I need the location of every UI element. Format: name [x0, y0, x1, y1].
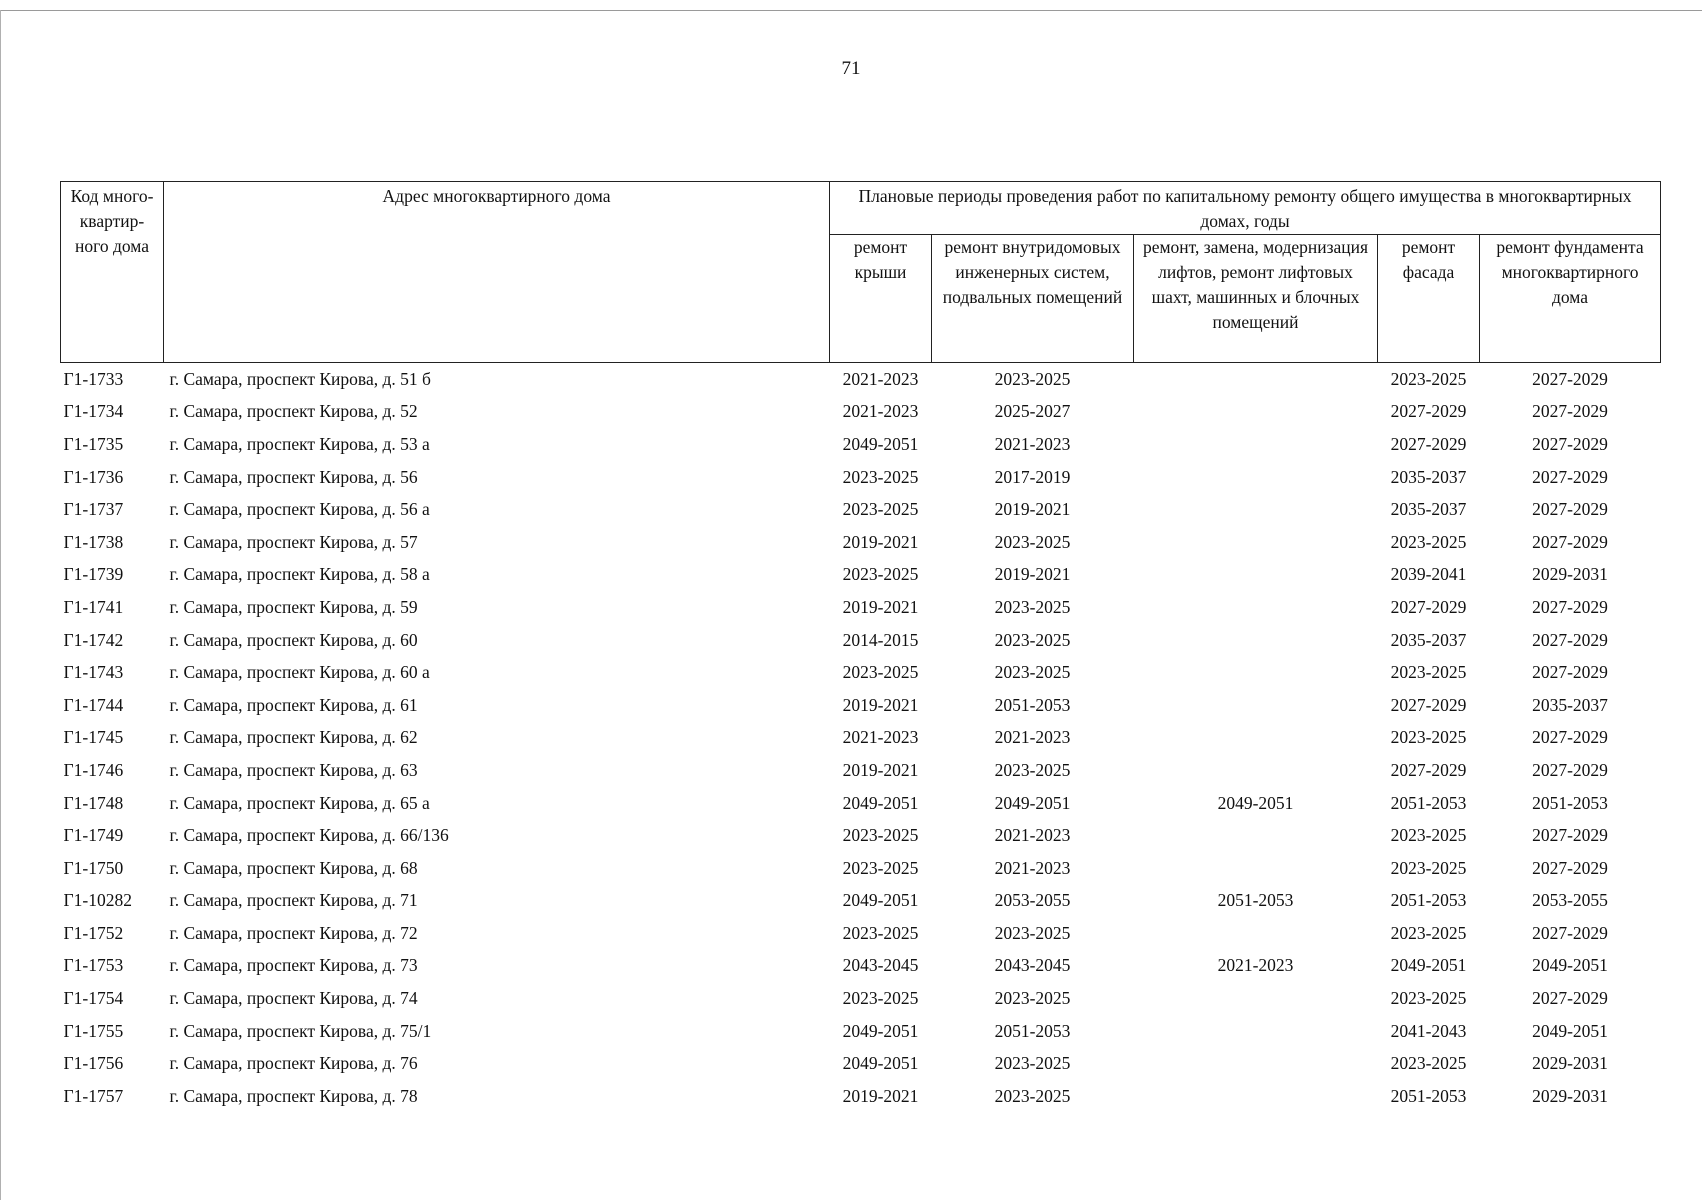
foundation-period-cell: 2027-2029 — [1532, 368, 1608, 389]
address-cell: г. Самара, проспект Кирова, д. 66/136 — [169, 825, 449, 846]
engineering-period-cell: 2023-2025 — [994, 1085, 1071, 1106]
engineering-period-cell: 2043-2045 — [994, 955, 1071, 976]
code-cell: Г1-1754 — [63, 988, 124, 1009]
facade-period-cell: 2035-2037 — [1390, 629, 1467, 650]
engineering-period-cell: 2023-2025 — [994, 988, 1071, 1009]
facade-period-cell: 2049-2051 — [1390, 955, 1467, 976]
elevators-period-cell — [1134, 624, 1378, 657]
roof-period-cell: 2023-2025 — [842, 857, 919, 878]
table-row — [61, 1080, 1661, 1113]
engineering-period-cell: 2021-2023 — [994, 825, 1071, 846]
address-cell: г. Самара, проспект Кирова, д. 56 — [169, 466, 418, 487]
code-cell: Г1-1756 — [63, 1053, 124, 1074]
code-cell: Г1-1750 — [63, 857, 124, 878]
foundation-period-cell: 2027-2029 — [1532, 727, 1608, 748]
roof-period-cell: 2021-2023 — [842, 368, 919, 389]
scan-edge-top — [0, 10, 1702, 11]
address-cell: г. Самара, проспект Кирова, д. 78 — [169, 1085, 418, 1106]
code-cell: Г1-1735 — [63, 433, 124, 454]
table-body — [61, 363, 1661, 1113]
address-cell: г. Самара, проспект Кирова, д. 63 — [169, 759, 418, 780]
elevators-period-cell — [1134, 656, 1378, 689]
address-cell: г. Самара, проспект Кирова, д. 51 б — [169, 368, 431, 389]
facade-period-cell: 2023-2025 — [1390, 531, 1467, 552]
roof-period-cell: 2019-2021 — [842, 694, 919, 715]
elevators-period-cell: 2051-2053 — [1217, 890, 1294, 911]
elevators-period-cell — [1134, 1080, 1378, 1113]
foundation-period-cell: 2049-2051 — [1532, 1020, 1608, 1041]
table-row — [61, 950, 1661, 983]
header-address: Адрес многоквартирного дома — [164, 182, 830, 363]
facade-period-cell: 2023-2025 — [1390, 988, 1467, 1009]
roof-period-cell: 2019-2021 — [842, 759, 919, 780]
roof-period-cell: 2019-2021 — [842, 1085, 919, 1106]
table-row — [61, 656, 1661, 689]
engineering-period-cell: 2017-2019 — [994, 466, 1071, 487]
foundation-period-cell: 2027-2029 — [1532, 662, 1608, 683]
elevators-period-cell — [1134, 917, 1378, 950]
foundation-period-cell: 2049-2051 — [1532, 955, 1608, 976]
header-engineering: ремонт внутридомовых инженерных систем, подвальных помещений — [932, 235, 1134, 363]
engineering-period-cell: 2023-2025 — [994, 629, 1071, 650]
foundation-period-cell: 2027-2029 — [1532, 531, 1608, 552]
foundation-period-cell: 2027-2029 — [1532, 857, 1608, 878]
roof-period-cell: 2023-2025 — [842, 922, 919, 943]
roof-period-cell: 2023-2025 — [842, 988, 919, 1009]
engineering-period-cell: 2023-2025 — [994, 1053, 1071, 1074]
engineering-period-cell: 2025-2027 — [994, 401, 1071, 422]
code-cell: Г1-1755 — [63, 1020, 124, 1041]
elevators-period-cell — [1134, 754, 1378, 787]
address-cell: г. Самара, проспект Кирова, д. 60 а — [169, 662, 430, 683]
table-row — [61, 396, 1661, 429]
foundation-period-cell: 2027-2029 — [1532, 401, 1608, 422]
foundation-period-cell: 2027-2029 — [1532, 629, 1608, 650]
facade-period-cell: 2051-2053 — [1390, 792, 1467, 813]
table-row — [61, 591, 1661, 624]
roof-period-cell: 2014-2015 — [842, 629, 919, 650]
elevators-period-cell — [1134, 363, 1378, 396]
roof-period-cell: 2023-2025 — [842, 662, 919, 683]
address-cell: г. Самара, проспект Кирова, д. 72 — [169, 922, 418, 943]
roof-period-cell: 2019-2021 — [842, 596, 919, 617]
code-cell: Г1-1743 — [63, 662, 124, 683]
table-row — [61, 559, 1661, 592]
address-cell: г. Самара, проспект Кирова, д. 71 — [169, 890, 418, 911]
engineering-period-cell: 2023-2025 — [994, 922, 1071, 943]
table-row — [61, 493, 1661, 526]
code-cell: Г1-1737 — [63, 499, 124, 520]
page-number: 71 — [841, 58, 861, 79]
elevators-period-cell — [1134, 591, 1378, 624]
code-cell: Г1-1741 — [63, 596, 124, 617]
engineering-period-cell: 2023-2025 — [994, 596, 1071, 617]
engineering-period-cell: 2023-2025 — [994, 662, 1071, 683]
header-roof: ремонт крыши — [830, 235, 932, 363]
table-row — [61, 428, 1661, 461]
foundation-period-cell: 2027-2029 — [1532, 825, 1608, 846]
engineering-period-cell: 2051-2053 — [994, 694, 1071, 715]
foundation-period-cell: 2027-2029 — [1532, 466, 1608, 487]
table-row — [61, 1015, 1661, 1048]
elevators-period-cell: 2049-2051 — [1217, 792, 1294, 813]
roof-period-cell: 2023-2025 — [842, 466, 919, 487]
address-cell: г. Самара, проспект Кирова, д. 74 — [169, 988, 418, 1009]
table-row — [61, 1047, 1661, 1080]
roof-period-cell: 2043-2045 — [842, 955, 919, 976]
facade-period-cell: 2023-2025 — [1390, 922, 1467, 943]
roof-period-cell: 2023-2025 — [842, 564, 919, 585]
facade-period-cell: 2023-2025 — [1390, 1053, 1467, 1074]
code-cell: Г1-1753 — [63, 955, 124, 976]
roof-period-cell: 2049-2051 — [842, 1053, 919, 1074]
address-cell: г. Самара, проспект Кирова, д. 60 — [169, 629, 418, 650]
elevators-period-cell — [1134, 428, 1378, 461]
table-row — [61, 819, 1661, 852]
address-cell: г. Самара, проспект Кирова, д. 62 — [169, 727, 418, 748]
engineering-period-cell: 2021-2023 — [994, 727, 1071, 748]
engineering-period-cell: 2019-2021 — [994, 499, 1071, 520]
code-cell: Г1-1752 — [63, 922, 124, 943]
elevators-period-cell: 2021-2023 — [1217, 955, 1294, 976]
elevators-period-cell — [1134, 852, 1378, 885]
table-row — [61, 689, 1661, 722]
elevators-period-cell — [1134, 461, 1378, 494]
table-row — [61, 526, 1661, 559]
foundation-period-cell: 2053-2055 — [1532, 890, 1608, 911]
foundation-period-cell: 2027-2029 — [1532, 596, 1608, 617]
table-row — [61, 363, 1661, 396]
engineering-period-cell: 2019-2021 — [994, 564, 1071, 585]
foundation-period-cell: 2029-2031 — [1532, 564, 1608, 585]
facade-period-cell: 2023-2025 — [1390, 727, 1467, 748]
elevators-period-cell — [1134, 689, 1378, 722]
code-cell: Г1-1749 — [63, 825, 124, 846]
address-cell: г. Самара, проспект Кирова, д. 57 — [169, 531, 418, 552]
facade-period-cell: 2027-2029 — [1390, 401, 1467, 422]
engineering-period-cell: 2049-2051 — [994, 792, 1071, 813]
foundation-period-cell: 2027-2029 — [1532, 499, 1608, 520]
facade-period-cell: 2039-2041 — [1390, 564, 1467, 585]
address-cell: г. Самара, проспект Кирова, д. 65 а — [169, 792, 430, 813]
facade-period-cell: 2027-2029 — [1390, 596, 1467, 617]
code-cell: Г1-1745 — [63, 727, 124, 748]
foundation-period-cell: 2027-2029 — [1532, 433, 1608, 454]
foundation-period-cell: 2029-2031 — [1532, 1053, 1608, 1074]
engineering-period-cell: 2053-2055 — [994, 890, 1071, 911]
code-cell: Г1-1736 — [63, 466, 124, 487]
table-row — [61, 624, 1661, 657]
code-cell: Г1-1746 — [63, 759, 124, 780]
address-cell: г. Самара, проспект Кирова, д. 73 — [169, 955, 418, 976]
address-cell: г. Самара, проспект Кирова, д. 61 — [169, 694, 418, 715]
address-cell: г. Самара, проспект Кирова, д. 76 — [169, 1053, 418, 1074]
scan-edge-left — [0, 10, 1, 1200]
roof-period-cell: 2049-2051 — [842, 1020, 919, 1041]
table-row — [61, 461, 1661, 494]
table-row — [61, 917, 1661, 950]
engineering-period-cell: 2021-2023 — [994, 433, 1071, 454]
elevators-period-cell — [1134, 982, 1378, 1015]
header-foundation: ремонт фундамента многоквартирного дома — [1480, 235, 1661, 363]
roof-period-cell: 2049-2051 — [842, 792, 919, 813]
code-cell: Г1-1738 — [63, 531, 124, 552]
roof-period-cell: 2049-2051 — [842, 890, 919, 911]
foundation-period-cell: 2027-2029 — [1532, 922, 1608, 943]
foundation-period-cell: 2029-2031 — [1532, 1085, 1608, 1106]
elevators-period-cell — [1134, 493, 1378, 526]
table-row — [61, 885, 1661, 918]
header-facade: ремонт фасада — [1378, 235, 1480, 363]
table-row — [61, 982, 1661, 1015]
roof-period-cell: 2023-2025 — [842, 499, 919, 520]
table-header — [61, 182, 1661, 363]
facade-period-cell: 2023-2025 — [1390, 662, 1467, 683]
elevators-period-cell — [1134, 396, 1378, 429]
elevators-period-cell — [1134, 559, 1378, 592]
facade-period-cell: 2027-2029 — [1390, 433, 1467, 454]
elevators-period-cell — [1134, 526, 1378, 559]
elevators-period-cell — [1134, 722, 1378, 755]
facade-period-cell: 2027-2029 — [1390, 694, 1467, 715]
facade-period-cell: 2041-2043 — [1390, 1020, 1467, 1041]
facade-period-cell: 2023-2025 — [1390, 368, 1467, 389]
address-cell: г. Самара, проспект Кирова, д. 58 а — [169, 564, 430, 585]
engineering-period-cell: 2023-2025 — [994, 759, 1071, 780]
address-cell: г. Самара, проспект Кирова, д. 59 — [169, 596, 418, 617]
table-row — [61, 787, 1661, 820]
code-cell: Г1-1733 — [63, 368, 124, 389]
repair-schedule-table — [60, 181, 1661, 1113]
facade-period-cell: 2023-2025 — [1390, 825, 1467, 846]
address-cell: г. Самара, проспект Кирова, д. 52 — [169, 401, 418, 422]
engineering-period-cell: 2023-2025 — [994, 368, 1071, 389]
code-cell: Г1-1757 — [63, 1085, 124, 1106]
foundation-period-cell: 2027-2029 — [1532, 759, 1608, 780]
code-cell: Г1-1734 — [63, 401, 124, 422]
table-row — [61, 722, 1661, 755]
table-row — [61, 754, 1661, 787]
facade-period-cell: 2051-2053 — [1390, 1085, 1467, 1106]
header-elevators: ремонт, замена, модернизация лифтов, ремонт лифтовых шахт, машинных и блочных помещений — [1134, 235, 1378, 363]
elevators-period-cell — [1134, 1047, 1378, 1080]
code-cell: Г1-10282 — [63, 890, 132, 911]
elevators-period-cell — [1134, 819, 1378, 852]
foundation-period-cell: 2027-2029 — [1532, 988, 1608, 1009]
code-cell: Г1-1748 — [63, 792, 124, 813]
address-cell: г. Самара, проспект Кирова, д. 68 — [169, 857, 418, 878]
address-cell: г. Самара, проспект Кирова, д. 53 а — [169, 433, 430, 454]
code-cell: Г1-1744 — [63, 694, 124, 715]
table-row — [61, 852, 1661, 885]
address-cell: г. Самара, проспект Кирова, д. 75/1 — [169, 1020, 432, 1041]
engineering-period-cell: 2051-2053 — [994, 1020, 1071, 1041]
elevators-period-cell — [1134, 1015, 1378, 1048]
facade-period-cell: 2035-2037 — [1390, 466, 1467, 487]
code-cell: Г1-1739 — [63, 564, 124, 585]
roof-period-cell: 2021-2023 — [842, 727, 919, 748]
facade-period-cell: 2027-2029 — [1390, 759, 1467, 780]
address-cell: г. Самара, проспект Кирова, д. 56 а — [169, 499, 430, 520]
foundation-period-cell: 2051-2053 — [1532, 792, 1608, 813]
roof-period-cell: 2049-2051 — [842, 433, 919, 454]
facade-period-cell: 2051-2053 — [1390, 890, 1467, 911]
engineering-period-cell: 2023-2025 — [994, 531, 1071, 552]
roof-period-cell: 2019-2021 — [842, 531, 919, 552]
header-group: Плановые периоды проведения работ по капитальному ремонту общего имущества в многоквартирных домах, годы — [830, 182, 1661, 235]
facade-period-cell: 2035-2037 — [1390, 499, 1467, 520]
header-code: Код много-квартир-ного дома — [61, 182, 164, 363]
facade-period-cell: 2023-2025 — [1390, 857, 1467, 878]
foundation-period-cell: 2035-2037 — [1532, 694, 1608, 715]
roof-period-cell: 2021-2023 — [842, 401, 919, 422]
engineering-period-cell: 2021-2023 — [994, 857, 1071, 878]
code-cell: Г1-1742 — [63, 629, 124, 650]
roof-period-cell: 2023-2025 — [842, 825, 919, 846]
